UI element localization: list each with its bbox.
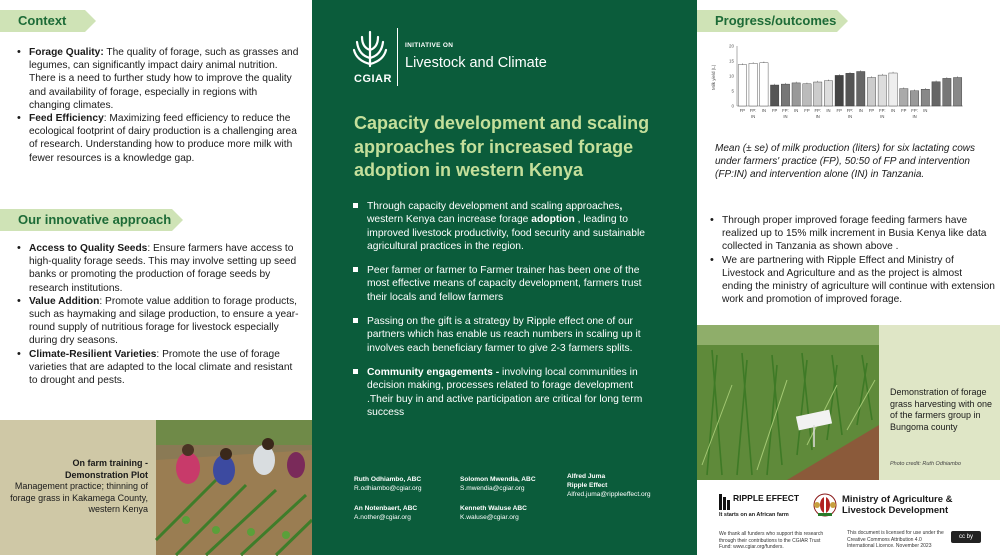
chart-bar: [824, 81, 832, 106]
funders-thanks: We thank all funders who support this research through their contributions to the CGIAR Trust Fund: www.cgiar.org/funders.: [719, 531, 824, 550]
approach-list: [14, 242, 299, 387]
progress-heading: Progress/outcomes: [697, 10, 837, 32]
list-item: [14, 112, 299, 165]
bullet-text: , leading to improved livestock productivity, food security and sustainable agricultural practices in the region.: [367, 214, 645, 252]
chart-svg: [707, 40, 992, 130]
list-item: [350, 366, 650, 419]
y-tick-label: 5: [731, 88, 734, 94]
x-tick-label: IN: [783, 114, 788, 119]
cc-by-icon: cc by: [951, 531, 981, 543]
y-tick-label: 10: [728, 73, 734, 79]
training-photo-caption: [8, 458, 148, 516]
y-tick-label: 15: [728, 58, 734, 64]
bullet-text: western Kenya can increase forage: [367, 214, 532, 226]
x-tick-label: FP:: [911, 108, 918, 113]
chart-bar: [749, 63, 757, 106]
logo-divider: [397, 28, 398, 86]
item-text: : Promote the use of forage varieties that are adapted to the local climate and resistant to drought and pests.: [29, 348, 293, 387]
author: [460, 504, 527, 522]
bullet-text: Passing on the gift is a strategy by Ripple effect one of our partners which has enable us reach numbers in scaling up it involves each beneficiary farmer to give 2-3 farmers splits.: [367, 316, 641, 354]
x-tick-label: IN: [847, 114, 853, 119]
x-tick-label: IN: [826, 108, 831, 113]
chart-bar: [835, 75, 843, 106]
list-item: • We are partnering with Ripple Effect and Ministry of Livestock and Agriculture and as the project is almost ending the ministry of agriculture will continue with extension work and promotion of improved forage.: [707, 254, 995, 307]
item-term: Feed Efficiency: [29, 113, 104, 125]
x-tick-label: IN: [794, 108, 799, 113]
author: [354, 504, 417, 522]
context-heading: Context: [0, 10, 85, 32]
list-item: [350, 264, 650, 304]
x-tick-label: IN: [880, 114, 885, 119]
progress-list: [707, 214, 995, 306]
chart-bar: [943, 78, 951, 106]
author-name: Solomon Mwendia, ABC: [460, 476, 536, 483]
center-column: [312, 0, 697, 555]
training-photo: [156, 420, 312, 555]
x-tick-label: FP: [868, 108, 875, 113]
chart-bar: [889, 73, 897, 106]
approach-heading: Our innovative approach: [0, 209, 172, 231]
chart-bar: [910, 91, 918, 106]
author: [460, 475, 536, 493]
y-tick-label: 20: [728, 43, 734, 49]
chart-bar: [814, 82, 822, 106]
bullet-text: Peer farmer or farmer to Farmer trainer has been one of the most effective means of capacity development, farmers trust their locals and fellow farmers: [367, 265, 642, 303]
x-tick-label: FP:: [782, 108, 789, 113]
list-item: [14, 348, 299, 388]
x-tick-label: FP:: [814, 108, 821, 113]
kenya-coat-of-arms-icon: [812, 492, 838, 523]
milk-yield-chart: [707, 40, 992, 130]
bullet-text: Through capacity development and scaling approaches: [367, 201, 620, 212]
chart-bar: [846, 73, 854, 106]
harvest-photo: [697, 325, 879, 480]
list-item: [350, 200, 650, 253]
chart-bar: [760, 63, 768, 106]
footer-logos: [697, 480, 1000, 555]
x-tick-label: FP:: [749, 108, 757, 113]
cgiar-wordmark: CGIAR: [354, 73, 392, 85]
photo-credit: Photo credit: Ruth Odhiambo: [890, 461, 961, 467]
context-list: [14, 46, 299, 165]
x-tick-label: FP:: [846, 108, 854, 113]
author-name: Ruth Odhiambo, ABC: [354, 476, 422, 483]
wheat-icon: [350, 28, 390, 68]
caption-bold: On farm training - Demonstration Plot: [64, 458, 148, 480]
bullet-text: involving local communities in decision making, processes related to forage development .Their buy in and active participation are critical for long term success: [367, 366, 643, 418]
x-tick-label: FP: [804, 108, 810, 113]
chart-bar: [781, 84, 789, 106]
chart-bar: [792, 83, 800, 106]
author: [567, 472, 651, 499]
x-tick-label: IN: [761, 108, 766, 113]
x-tick-label: IN: [890, 108, 896, 113]
chart-bar: [738, 65, 746, 106]
ripple-tagline: It starts on an African farm: [719, 512, 789, 518]
author-email: Alfred.juma@rippleeffect.org: [567, 491, 651, 498]
author-email: R.odhiambo@cgiar.org: [354, 485, 422, 492]
bullet-bold: adoption: [531, 214, 575, 226]
center-bullet-list: [350, 200, 650, 430]
list-item: [14, 46, 299, 112]
chart-caption: Mean (± se) of milk production (liters) for six lactating cows under farmers' practice (FP), 50:50 of FP and intervention (FP:IN) and intervention alone (IN) in Tanzania.: [715, 143, 976, 181]
chart-bar: [857, 72, 865, 107]
author-email: A.nother@cgiar.org: [354, 514, 411, 521]
chart-bar: [953, 78, 961, 107]
list-item: • Through proper improved forage feeding farmers have realized up to 15% milk increment in Busia Kenya like data collected in Tanzania as shown above .: [707, 214, 995, 254]
item-term: Access to Quality Seeds: [29, 243, 148, 254]
bullet-bold: ,: [619, 201, 623, 212]
x-tick-label: IN: [923, 108, 928, 113]
author: [354, 475, 422, 493]
item-text: The quality of forage, such as grasses and legumes, can significantly impact dairy animal nutrition. There is a need to further study how to improve the quality and availability of forage, especially in regions with changing climates.: [29, 47, 299, 111]
license-text: This document is licensed for use under the Creative Commons Attribution 4.0 International Licence. November 2023: [847, 530, 944, 549]
list-item: [14, 295, 299, 348]
x-tick-label: FP:: [879, 108, 886, 113]
harvest-photo-caption: Demonstration of forage grass harvesting with one of the farmers group in Bungoma county: [890, 387, 993, 432]
chart-bar: [932, 82, 940, 106]
initiative-label: INITIATIVE ON: [405, 42, 454, 49]
harvest-photo-panel: [697, 325, 1000, 480]
x-tick-label: FP: [836, 108, 842, 113]
author-name: Alfred Juma: [567, 473, 606, 480]
x-tick-label: IN: [751, 114, 756, 119]
cgiar-logo: [350, 28, 390, 73]
chart-bar: [900, 89, 908, 106]
item-text: : Promote value addition to forage products, such as haymaking and silage production, to ensure a year-round supply of nutritious forage for livestock especially during dry seasons.: [29, 295, 299, 347]
left-column: [0, 0, 312, 555]
item-text: : Ensure farmers have access to high-quality forage seeds. This may involve setting up seed banks or promoting the production of forage seeds by research institutions.: [29, 243, 297, 294]
chart-bar: [867, 78, 875, 107]
x-tick-label: FP: [901, 108, 907, 113]
chart-bar: [921, 89, 929, 106]
caption-text: Management practice; thinning of forage grass in Kakamega County, western Kenya: [10, 481, 148, 514]
author-org: Ripple Effect: [567, 482, 608, 489]
ripple-wordmark: RIPPLE EFFECT: [733, 493, 800, 503]
author-name: An Notenbaert, ABC: [354, 505, 418, 512]
x-tick-label: FP: [771, 108, 778, 113]
x-tick-label: IN: [858, 108, 863, 113]
initiative-name: Livestock and Climate: [405, 55, 547, 71]
ministry-name: Ministry of Agriculture & Livestock Development: [842, 494, 953, 516]
chart-bar: [770, 85, 778, 106]
poster-title: Capacity development and scaling approaches for increased forage adoption in western Kenya: [354, 113, 650, 180]
chart-bar: [803, 84, 811, 106]
list-item: [350, 315, 650, 355]
bullet-bold: Community engagements -: [367, 366, 500, 378]
chart-bar: [878, 75, 886, 106]
bars-group: [738, 62, 962, 106]
item-term: Climate-Resilient Varieties: [29, 348, 157, 360]
item-term: Value Addition: [29, 295, 100, 307]
item-text: : Maximizing feed efficiency to reduce the ecological footprint of dairy production is a challenging area of research. Understanding how to produce more milk with fewer resources is a knowledge gap.: [29, 113, 297, 164]
item-term: Forage Quality:: [29, 47, 104, 58]
right-column: [697, 0, 1000, 555]
y-axis-label: Milk yield (L): [711, 64, 716, 90]
y-tick-label: 0: [731, 103, 734, 109]
list-item: [14, 242, 299, 295]
training-photo-panel: [0, 420, 312, 555]
author-email: S.mwendia@cgiar.org: [460, 485, 525, 492]
x-labels-group: [740, 108, 928, 119]
author-email: K.waluse@cgiar.org: [460, 514, 519, 521]
x-tick-label: FP: [739, 108, 746, 113]
x-tick-label: IN: [912, 114, 917, 119]
author-name: Kenneth Waluse ABC: [460, 505, 527, 512]
x-tick-label: IN: [815, 114, 820, 119]
